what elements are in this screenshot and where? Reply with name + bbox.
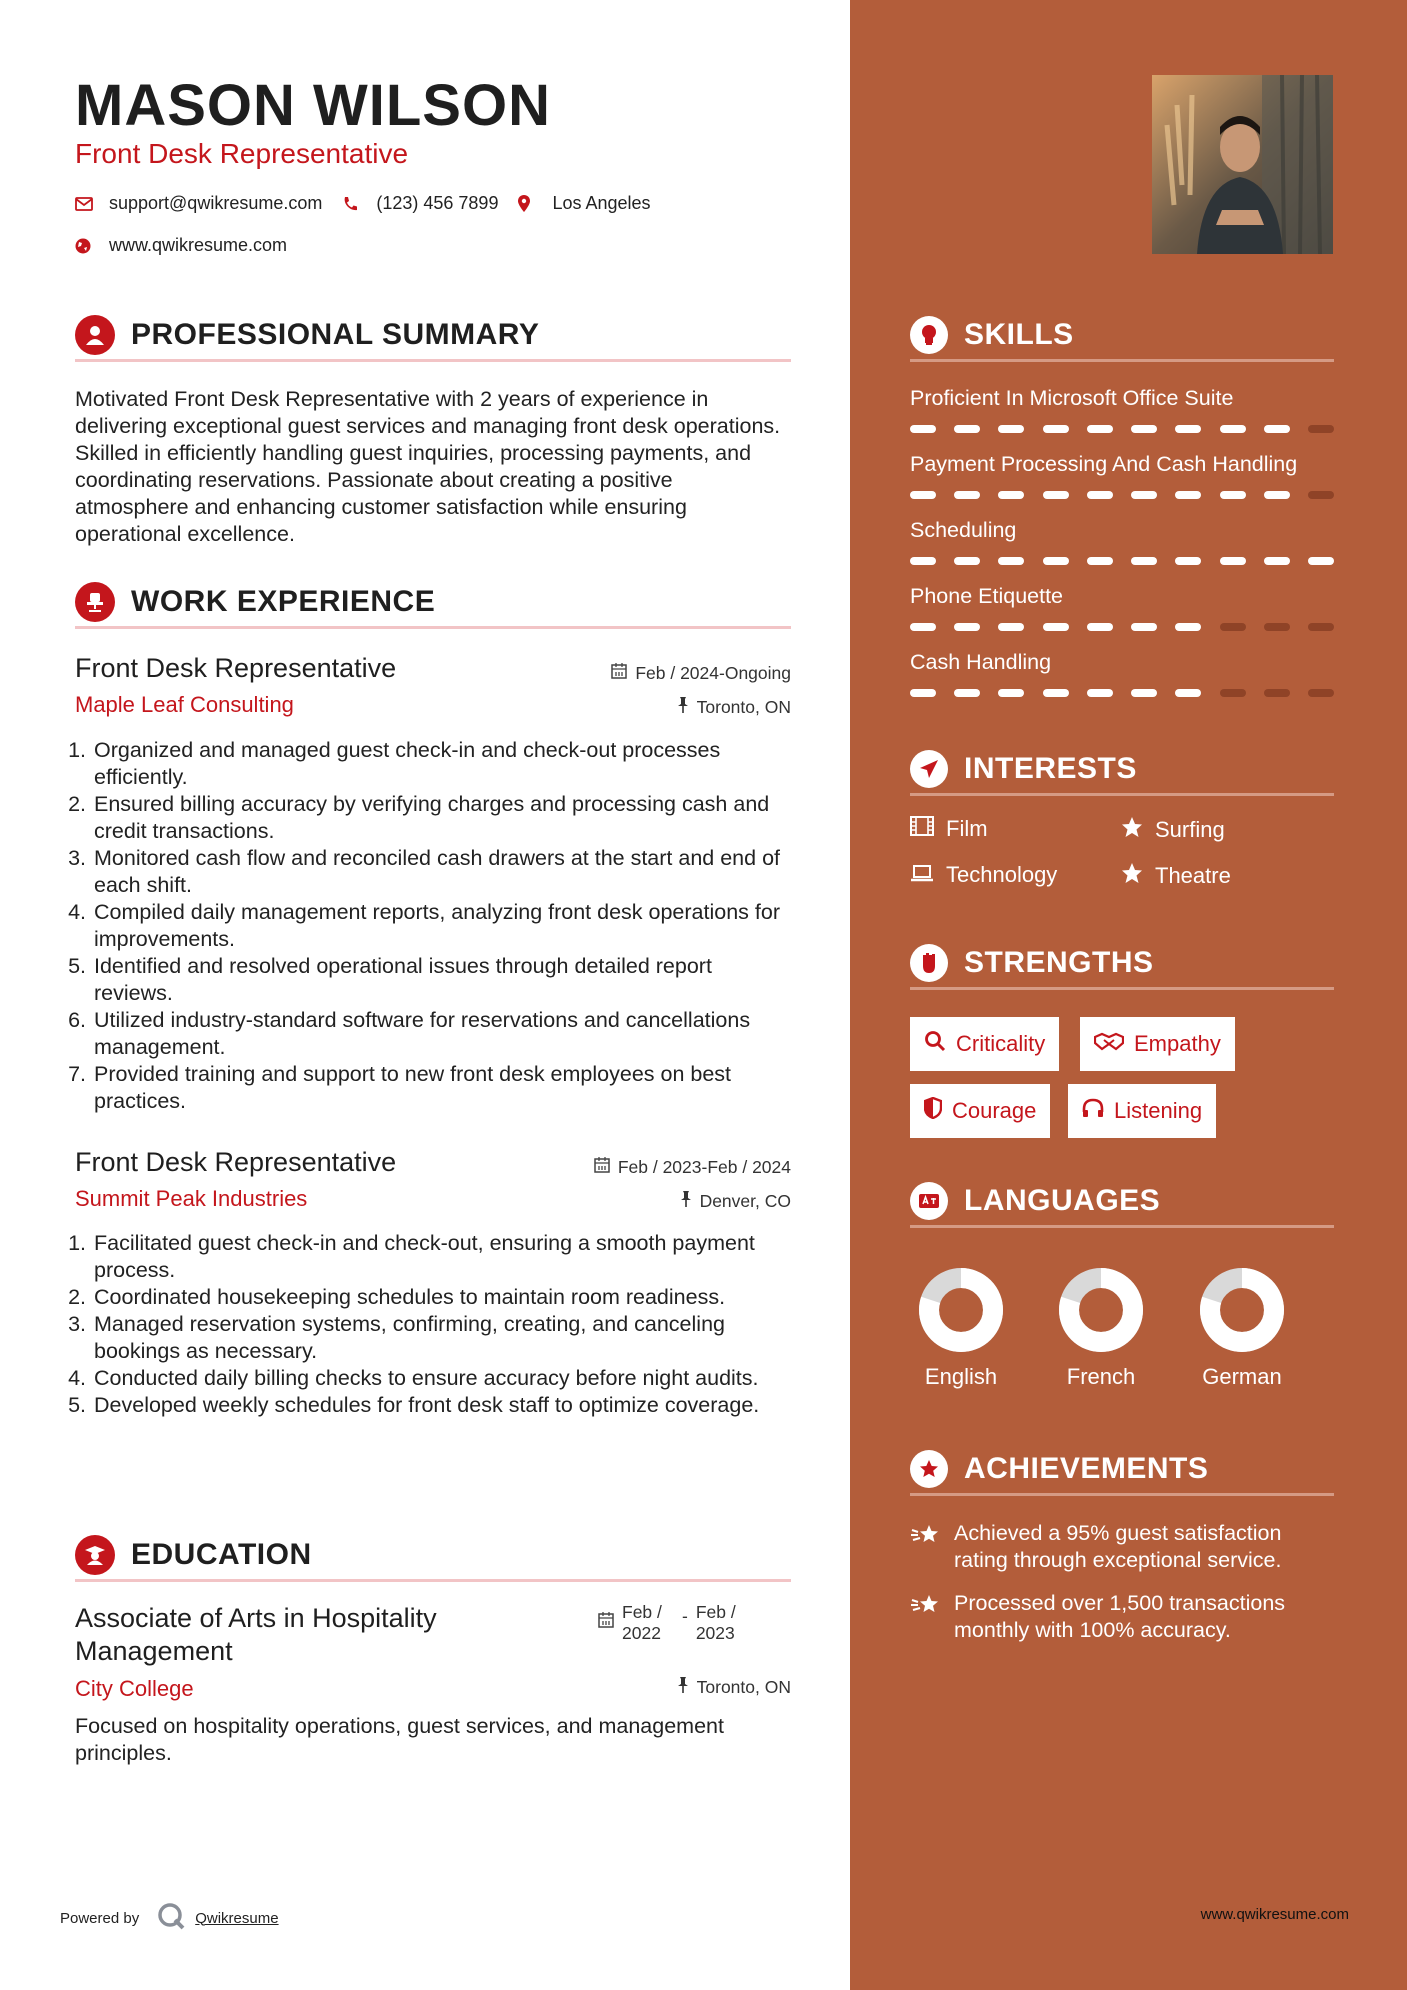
skill-level-segment — [1220, 689, 1246, 697]
skill-level-segment — [1043, 491, 1069, 499]
list-item: 3. Monitored cash flow and reconciled cash drawers at the start and end of each shift. — [92, 845, 792, 899]
skill-level-segment — [1043, 557, 1069, 565]
language-item — [1182, 1266, 1302, 1390]
skill-level-segment — [998, 491, 1024, 499]
footer-site-link[interactable]: www.qwikresume.com — [1200, 1906, 1349, 1923]
languages-section-header — [910, 1176, 1334, 1228]
skill-level-bar — [910, 425, 1334, 433]
list-item: 2. Coordinated housekeeping schedules to maintain room readiness. — [92, 1284, 792, 1311]
interest-item: Film — [910, 816, 988, 842]
footer-powered-by: Powered by Qwikresume — [60, 1902, 279, 1934]
skill-level-segment — [1175, 557, 1201, 565]
skill-level-segment — [1087, 623, 1113, 631]
language-donut — [1057, 1266, 1145, 1354]
skill-level-bar — [910, 557, 1334, 565]
skill-level-segment — [1131, 557, 1157, 565]
summary-heading: PROFESSIONAL SUMMARY — [131, 317, 540, 351]
shooting-star-icon — [910, 1523, 942, 1574]
pin-icon — [680, 1191, 692, 1212]
sidebar — [850, 0, 1407, 1990]
email-icon — [75, 197, 109, 211]
skill-level-segment — [954, 425, 980, 433]
skill-level-segment — [1175, 491, 1201, 499]
skills-heading: SKILLS — [964, 317, 1074, 351]
qwikresume-link[interactable]: Qwikresume — [195, 1909, 279, 1927]
skill-level-segment — [1264, 689, 1290, 697]
graduate-icon — [75, 1535, 115, 1575]
skill-level-segment — [1308, 689, 1334, 697]
list-item: 5. Identified and resolved operational issues through detailed report reviews. — [92, 953, 792, 1007]
interest-item: Surfing — [1121, 816, 1225, 844]
skill-level-segment — [910, 623, 936, 631]
skill-level-segment — [1308, 425, 1334, 433]
skill-level-segment — [998, 425, 1024, 433]
strength-chip: Courage — [910, 1084, 1050, 1138]
job-duties — [70, 1230, 792, 1419]
headphones-icon — [1082, 1098, 1104, 1124]
job-dates: Feb / 2024-Ongoing — [611, 663, 791, 684]
achievement-item: Achieved a 95% guest satisfaction rating through exceptional service. — [910, 1520, 1334, 1574]
skill-level-segment — [1043, 425, 1069, 433]
language-name: French — [1066, 1364, 1136, 1389]
skill-level-segment — [1308, 491, 1334, 499]
skill-level-segment — [1264, 623, 1290, 631]
skill-level-segment — [954, 491, 980, 499]
list-item: 1. Organized and managed guest check-in and check-out processes efficiently. — [92, 737, 792, 791]
education-dates: Feb / 2022 - Feb / 2023 — [598, 1602, 748, 1644]
summary-section-header — [75, 310, 791, 362]
skill-level-segment — [998, 557, 1024, 565]
candidate-title: Front Desk Representative — [75, 138, 409, 169]
skill-level-segment — [1087, 557, 1113, 565]
skill-level-segment — [1131, 425, 1157, 433]
skill-level-segment — [954, 689, 980, 697]
list-item: 3. Managed reservation systems, confirming, creating, and canceling bookings as necessary. — [92, 1311, 792, 1365]
candidate-name: MASON WILSON — [75, 73, 551, 138]
skill-level-segment — [910, 425, 936, 433]
profile-photo — [1152, 75, 1333, 254]
list-item: 4. Compiled daily management reports, analyzing front desk operations for improvements. — [92, 899, 792, 953]
skill-name: Cash Handling — [910, 650, 1052, 674]
skill-level-bar — [910, 623, 1334, 631]
skill-level-segment — [1220, 425, 1246, 433]
strength-chip: Criticality — [910, 1017, 1059, 1071]
email-link[interactable]: support@qwikresume.com — [109, 193, 323, 213]
shield-icon — [924, 1097, 942, 1125]
list-item: 2. Ensured billing accuracy by verifying charges and processing cash and credit transactions. — [92, 791, 792, 845]
list-item: 5. Developed weekly schedules for front desk staff to optimize coverage. — [92, 1392, 792, 1419]
job-title: Front Desk Representative — [75, 653, 397, 683]
location-icon — [518, 195, 552, 212]
shooting-star-icon — [910, 1593, 942, 1644]
skill-level-segment — [1043, 623, 1069, 631]
interest-item: Technology — [910, 862, 1057, 888]
skill-level-segment — [998, 689, 1024, 697]
summary-text: Motivated Front Desk Representative with 2 years of experience in delivering exceptional guest services and managing front desk operations. Skilled in efficiently handling guest inquiries, processing payments, and coordinating reservations. Passionate about creating a positive atmosphere and enhancing customer satisfaction while ensuring operational excellence. — [75, 387, 781, 546]
strength-chip: Empathy — [1080, 1017, 1235, 1071]
handshake-icon — [1094, 1031, 1124, 1057]
search-icon — [924, 1030, 946, 1058]
star-icon — [1121, 862, 1143, 890]
laptop-icon — [910, 862, 934, 888]
languages-heading: LANGUAGES — [964, 1183, 1161, 1217]
translate-icon — [910, 1182, 948, 1220]
skill-level-segment — [1220, 491, 1246, 499]
school-name: City College — [75, 1676, 194, 1701]
skill-level-bar — [910, 491, 1334, 499]
list-item: 7. Provided training and support to new front desk employees on best practices. — [92, 1061, 792, 1115]
skill-level-segment — [1220, 623, 1246, 631]
office-chair-icon — [75, 582, 115, 622]
website-row — [75, 235, 287, 256]
skill-level-segment — [1131, 623, 1157, 631]
qwikresume-logo-icon — [157, 1902, 185, 1934]
list-item: 6. Utilized industry-standard software for reservations and cancellations management. — [92, 1007, 792, 1061]
education-location: Toronto, ON — [677, 1677, 791, 1698]
strength-chip: Listening — [1068, 1084, 1216, 1138]
job-location: Toronto, ON — [677, 697, 791, 718]
skill-name: Proficient In Microsoft Office Suite — [910, 386, 1234, 410]
skill-name: Payment Processing And Cash Handling — [910, 452, 1298, 476]
calendar-icon — [598, 1612, 614, 1644]
skill-level-segment — [1131, 491, 1157, 499]
skill-level-segment — [1131, 689, 1157, 697]
skill-level-segment — [1175, 425, 1201, 433]
skill-level-segment — [1220, 557, 1246, 565]
job-location: Denver, CO — [680, 1191, 791, 1212]
list-item: 1. Facilitated guest check-in and check-out, ensuring a smooth payment process. — [92, 1230, 792, 1284]
website-link[interactable]: www.qwikresume.com — [109, 235, 288, 255]
skill-level-segment — [910, 557, 936, 565]
achievements-heading: ACHIEVEMENTS — [964, 1451, 1209, 1485]
skill-level-segment — [1043, 689, 1069, 697]
language-item — [1041, 1266, 1161, 1390]
list-item: 4. Conducted daily billing checks to ensure accuracy before night audits. — [92, 1365, 792, 1392]
company-name: Maple Leaf Consulting — [75, 692, 294, 717]
skill-level-segment — [1308, 623, 1334, 631]
skill-level-segment — [910, 491, 936, 499]
experience-section-header — [75, 577, 791, 629]
globe-icon — [75, 238, 109, 254]
fist-icon — [910, 944, 948, 982]
skill-name: Phone Etiquette — [910, 584, 1064, 608]
interest-item: Theatre — [1121, 862, 1231, 890]
language-donut — [917, 1266, 1005, 1354]
job-title: Front Desk Representative — [75, 1147, 397, 1177]
skill-level-segment — [1264, 491, 1290, 499]
user-icon — [75, 315, 115, 355]
phone-number: (123) 456 7899 — [376, 193, 499, 213]
calendar-icon — [594, 1157, 610, 1178]
skill-level-segment — [998, 623, 1024, 631]
lightbulb-icon — [910, 316, 948, 354]
education-description: Focused on hospitality operations, guest services, and management principles. — [75, 1714, 724, 1765]
skill-level-segment — [910, 689, 936, 697]
achievements-section-header — [910, 1444, 1334, 1496]
paper-plane-icon — [910, 750, 948, 788]
experience-heading: WORK EXPERIENCE — [131, 584, 436, 618]
skill-level-segment — [954, 623, 980, 631]
interests-section-header — [910, 744, 1334, 796]
skill-level-segment — [1308, 557, 1334, 565]
award-star-icon — [910, 1450, 948, 1488]
strengths-section-header — [910, 938, 1334, 990]
calendar-icon — [611, 663, 627, 684]
skill-level-segment — [954, 557, 980, 565]
skill-level-segment — [1175, 689, 1201, 697]
star-icon — [1121, 816, 1143, 844]
language-item — [901, 1266, 1021, 1390]
language-name: German — [1202, 1364, 1282, 1389]
education-heading: EDUCATION — [131, 1537, 312, 1571]
strengths-heading: STRENGTHS — [964, 945, 1154, 979]
job-dates: Feb / 2023-Feb / 2024 — [594, 1157, 791, 1178]
skill-level-segment — [1087, 491, 1113, 499]
phone-icon — [342, 196, 376, 212]
skill-level-segment — [1087, 689, 1113, 697]
film-icon — [910, 816, 934, 842]
skill-level-segment — [1264, 557, 1290, 565]
location-text: Los Angeles — [552, 193, 651, 213]
skill-level-segment — [1175, 623, 1201, 631]
skill-level-segment — [1087, 425, 1113, 433]
achievement-item: Processed over 1,500 transactions monthly with 100% accuracy. — [910, 1590, 1334, 1644]
language-donut — [1198, 1266, 1286, 1354]
pin-icon — [677, 1677, 689, 1698]
education-section-header — [75, 1530, 791, 1582]
job-duties — [70, 737, 792, 1115]
skill-name: Scheduling — [910, 518, 1017, 542]
company-name: Summit Peak Industries — [75, 1186, 308, 1211]
skills-section-header — [910, 310, 1334, 362]
contact-row — [75, 193, 651, 214]
skill-level-bar — [910, 689, 1334, 697]
language-name: English — [924, 1364, 998, 1389]
degree-title: Associate of Arts in Hospitality Management — [75, 1603, 437, 1666]
interests-heading: INTERESTS — [964, 751, 1137, 785]
pin-icon — [677, 697, 689, 718]
skill-level-segment — [1264, 425, 1290, 433]
